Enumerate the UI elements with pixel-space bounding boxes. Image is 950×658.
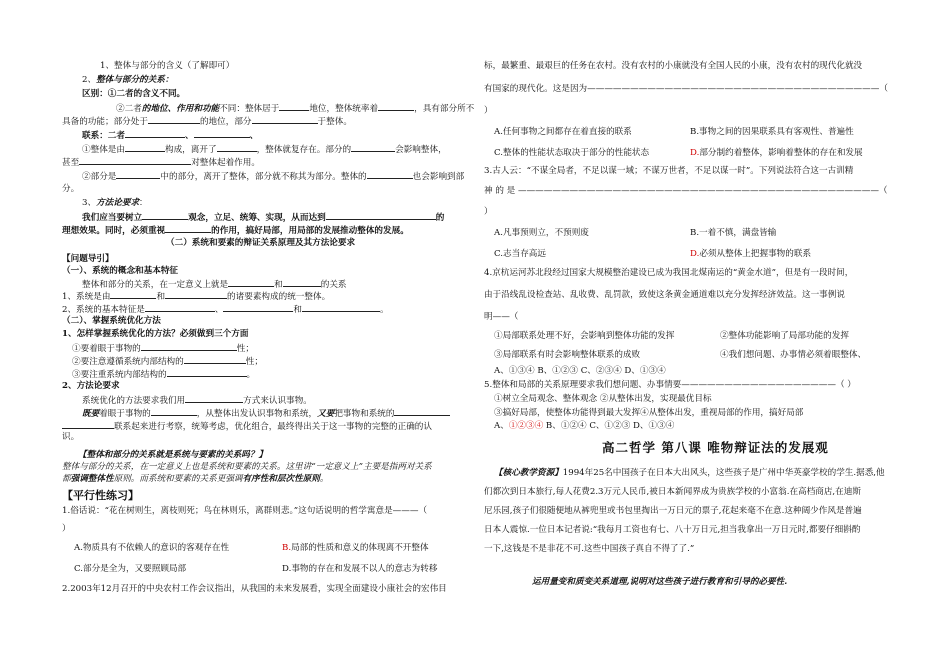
tip-text: 都强调整体性原则。而系统和要素的关系更强调有序性和层次性原则。	[62, 474, 329, 484]
question-text: ）	[484, 207, 493, 217]
option-d: D.部分制约着整体，影响着整体的存在和发展	[690, 148, 863, 158]
text-line: 【问题导引】	[62, 254, 114, 264]
answer-choices: A、①②③④ B、①②④ C、①②③ D、①③④	[494, 421, 675, 431]
section-title: （二）系统和要素的辩证关系原理及其方法论要求	[166, 238, 356, 248]
option-d: D.必须从整体上把握事物的联系	[690, 249, 812, 259]
text-line: 2、系统的基本特征是 、 和 。	[62, 305, 389, 315]
text-line: ③要注重系统内部结构的 。	[72, 370, 256, 380]
option-b: B.事物之间的因果联系具有客观性、普遍性	[690, 127, 854, 137]
text-line: （二）、掌握系统优化方法	[62, 316, 161, 326]
option-line: ④我们想问题、办事情必须着眼整体、	[720, 350, 867, 360]
text-line: 系统优化的方法要求我们用 方式来认识事物。	[82, 396, 312, 406]
heading-line: 2、整体与部分的关系：	[82, 75, 174, 85]
resource-text: 【核心教学资源】1994年25名中国孩子在日本大出风头，这些孩子是广州中华英豪学校的学生.据悉,他	[494, 468, 885, 478]
option-c: C.整体的性能状态取决于部分的性能状态	[494, 148, 650, 158]
question-text: 3.古人云：“不谋全局者，不足以谋一域；不谋万世者，不足以谋一时”。下列说法符合这一古训精	[484, 166, 854, 176]
heading-line: 3、方法论要求：	[82, 198, 148, 208]
question-text: 5.整体和局部的关系原理要求我们想问题、办事情要——————————————————（ ）	[484, 380, 856, 390]
text-line: ②部分是 中的部分，离开了整体，部分就不称其为部分。整体的 也会影响到部	[82, 172, 465, 182]
text-line: ①整体是由 构成，离开了 ，整体就复存在。部分的 会影响整体，	[82, 145, 447, 155]
text-line: 甚至 对整体起着作用。	[62, 158, 260, 168]
text-line: 分。	[62, 184, 80, 194]
resource-text: 们都次到日本旅行,每人花费2.3万元人民币,被日本新闻界成为贵族学校的小富翁.在高档商店,在迪斯	[484, 487, 861, 497]
question-text: 标，最繁重、最艰巨的任务在农村。没有农村的小康就没有全国人民的小康，没有农村的现代化就没	[484, 61, 863, 71]
text-line: 联系起来进行考察，统筹考虑，优化组合，最终得出关于这一事物的完整的正确的认	[62, 420, 432, 433]
text-line: 整体和部分的关系，在一定意义上就是 和 的关系	[82, 280, 347, 290]
text-line: ②要注意遵循系统内部结构的 性；	[72, 357, 263, 367]
option-line: ③局部联系有时会影响整体联系的成败	[494, 350, 641, 360]
option-b: B.一着不慎，满盘皆输	[690, 228, 777, 238]
option-c: C.部分是全为，又要照顾局部	[74, 564, 187, 574]
option-c: C.志当存高远	[494, 249, 546, 259]
text-line: 区别：①二者的含义不同。	[82, 89, 186, 99]
option-d: D.事物的存在和发展不以人的意志为转移	[282, 564, 438, 574]
question-text: ）	[62, 524, 71, 534]
option-a: A.凡事预则立，不预则废	[494, 228, 589, 238]
resource-text: 一下,这钱是不是非花不可.这些中国孩子真自不得了了.”	[484, 544, 695, 554]
text-line: 具备的功能；部分处于 的地位，部分 于整体。	[62, 117, 352, 127]
question-text: ）	[484, 106, 493, 116]
tip-title: 【整体和部分的关系就是系统与要素的关系吗？】	[78, 450, 268, 460]
option-line: ①树立全局观念、整体观念 ②从整体出发，实现最优目标	[494, 394, 712, 404]
option-b: B.局部的性质和意义的体现离不开整体	[282, 543, 429, 553]
option-a: A.任何事物之间都存在着直接的联系	[494, 127, 632, 137]
assignment-text: 运用量变和质变关系道理,说明对这些孩子进行教育和引导的必要性.	[532, 577, 788, 587]
question-text: 2.2003年12月召开的中央农村工作会议指出，从我国的未来发展看，实现全面建设小康社会的宏伟目	[62, 584, 447, 594]
resource-text: 日本人震惊.一位日本记者说:“我每月工资也有七、八十万日元,担当我拿出一万日元时,都要仔细斟酌	[484, 525, 861, 535]
text-line: 既要着眼于事物的 ，从整体出发认识事物和系统，又要把事物和系统的	[82, 407, 450, 420]
text-line: ②二者的地位、作用和功能不同：整体居于 地位，整体统率着 ，具有部分所不	[116, 104, 475, 114]
lesson-title: 高二哲学 第八课 唯物辩证法的发展观	[602, 440, 829, 455]
question-text: 由于沿线乱设检查站、乱收费、乱罚款，致使这条黄金通道难以充分发挥经济效益。这一事例说	[484, 290, 845, 300]
text-line: 我们应当要树立 观念，立足、统筹、实现，从而达到 的	[82, 213, 445, 223]
heading-line: 1、整体与部分的含义（了解即可）	[100, 61, 235, 71]
option-line: ③搞好局部，使整体功能得到最大发挥④从整体出发，重视局部的作用，搞好局部	[494, 408, 804, 418]
text-line: 联系：二者 、 、	[82, 131, 259, 141]
text-line: （一）、系统的概念和基本特征	[62, 266, 179, 276]
question-text: 4.京杭运河苏北段经过国家大规模整治建设已成为我国北煤南运的“黄金水道”，但是有一段时间，	[484, 268, 854, 278]
text-line: 2、方法论要求	[62, 381, 120, 391]
question-text: 神 的 是 ——————————————————————————————————————————（	[484, 186, 888, 196]
option-line: ②整体功能影响了局部功能的发挥	[720, 331, 849, 341]
question-text: 1.俗话说：“花在树则生，离枝则死；鸟在林则乐，离群则悲。”这句话说明的哲学寓意是———（	[62, 506, 428, 516]
question-text: 有国家的现代化。这是因为——————————————————————————————————（	[484, 84, 888, 94]
question-text: 明——（	[484, 312, 519, 322]
text-line: 识。	[62, 432, 80, 442]
text-line: 1、系统是由 和 的诸要素构成的统一整体。	[62, 292, 331, 302]
answer-choices: A、①③④ B、①②③ C、②③④ D、①③④	[494, 366, 666, 376]
tip-text: 整体与部分的关系，在一定意义上也是系统和要素的关系。这里讲“一定意义上”主要是指两对关系	[62, 462, 432, 472]
option-line: ①局部联系处理不好，会影响到整体功能的发挥	[494, 331, 675, 341]
resource-text: 尼乐园,孩子们很随便地从裤兜里或书包里掏出一万日元的票子,花起来毫不在意.这种阔少作风是普遍	[484, 506, 862, 516]
practice-title: 【平行性练习】	[62, 489, 139, 502]
text-line: ①要着眼于事物的 性；	[72, 344, 254, 354]
text-line: 理想效果。同时，必须重视 的作用，搞好局部，用局部的发展推动整体的发展。	[62, 226, 409, 236]
option-a: A.物质具有不依赖人的意识的客观存在性	[74, 543, 230, 553]
text-line: 1、怎样掌握系统优化的方法？必须做到三个方面	[62, 329, 249, 339]
